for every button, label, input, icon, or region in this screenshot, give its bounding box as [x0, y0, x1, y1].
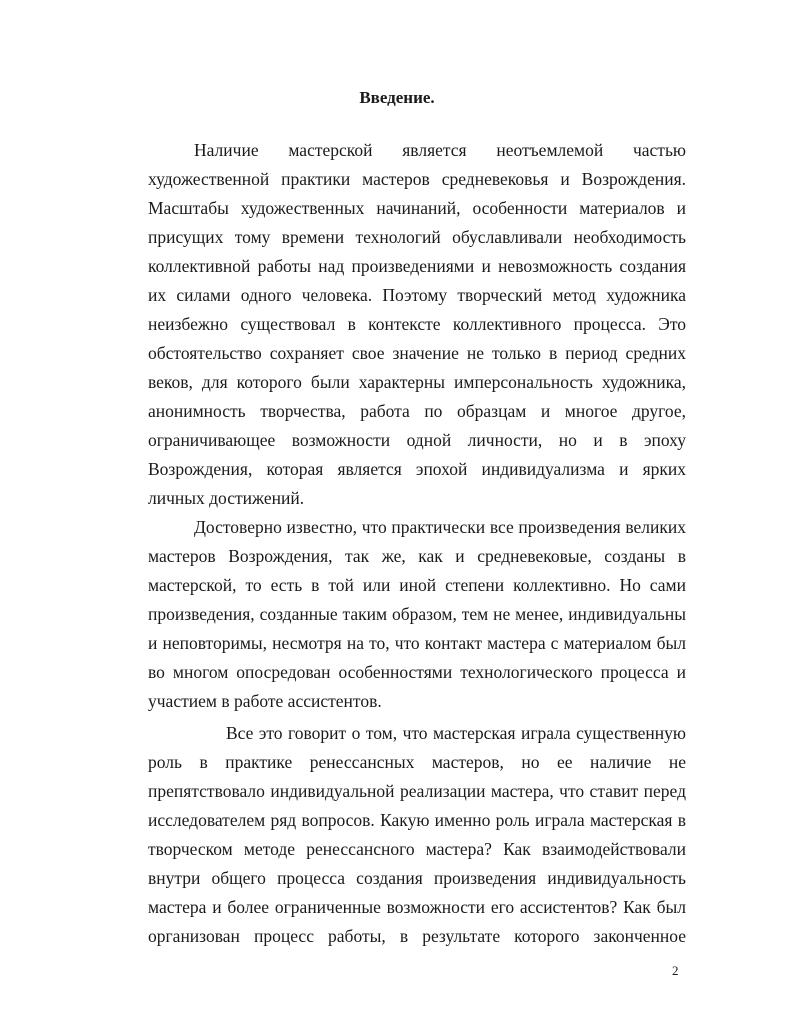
text-line: анонимность творчества, работа по образцам и многое другое,	[148, 401, 686, 421]
text-line: мастерской, то есть в той или иной степени коллективно. Но сами	[148, 575, 686, 595]
text-line: художественной практики мастеров средневековья и Возрождения.	[148, 169, 686, 189]
text-line: мастера и более ограниченные возможности его ассистентов? Как был	[148, 897, 686, 917]
text-line: произведения, созданные таким образом, тем не менее, индивидуальны	[148, 604, 686, 624]
text-line: роль в практике ренессансных мастеров, но ее наличие не	[148, 752, 686, 772]
page-number: 2	[672, 963, 679, 978]
text-line: исследователем ряд вопросов. Какую именно роль играла мастерская в	[148, 810, 686, 830]
page-title: Введение.	[359, 88, 435, 107]
text-line: их силами одного человека. Поэтому творческий метод художника	[148, 285, 686, 305]
text-line: Возрождения, которая является эпохой индивидуализма и ярких	[148, 459, 686, 479]
text-line: внутри общего процесса создания произведения индивидуальность	[148, 868, 686, 888]
text-line: личных достижений.	[148, 488, 305, 508]
text-line: Наличие мастерской является неотъемлемой частью	[194, 140, 686, 160]
text-line: во многом опосредован особенностями технологического процесса и	[148, 662, 686, 682]
text-line: Все это говорит о том, что мастерская играла существенную	[226, 723, 686, 743]
text-line: ограничивающее возможности одной личности, но и в эпоху	[148, 430, 686, 450]
text-line: неизбежно существовал в контексте коллективного процесса. Это	[148, 314, 686, 334]
text-line: Достоверно известно, что практически все произведения великих	[194, 517, 686, 537]
text-line: Масштабы художественных начинаний, особенности материалов и	[148, 198, 686, 218]
text-line: коллективной работы над произведениями и невозможность создания	[148, 256, 686, 276]
text-line: мастеров Возрождения, так же, как и средневековые, созданы в	[148, 546, 686, 566]
text-line: творческом методе ренессансного мастера? Как взаимодействовали	[148, 839, 686, 859]
text-line: веков, для которого были характерны имперсональность художника,	[148, 372, 686, 392]
text-line: обстоятельство сохраняет свое значение не только в период средних	[148, 343, 686, 363]
text-line: организован процесс работы, в результате которого законченное	[148, 926, 686, 946]
text-line: препятствовало индивидуальной реализации мастера, что ставит перед	[148, 781, 686, 801]
text-line: и неповторимы, несмотря на то, что контакт мастера с материалом был	[148, 633, 686, 653]
text-line: присущих тому времени технологий обуславливали необходимость	[148, 227, 686, 247]
text-line: участием в работе ассистентов.	[148, 691, 382, 711]
